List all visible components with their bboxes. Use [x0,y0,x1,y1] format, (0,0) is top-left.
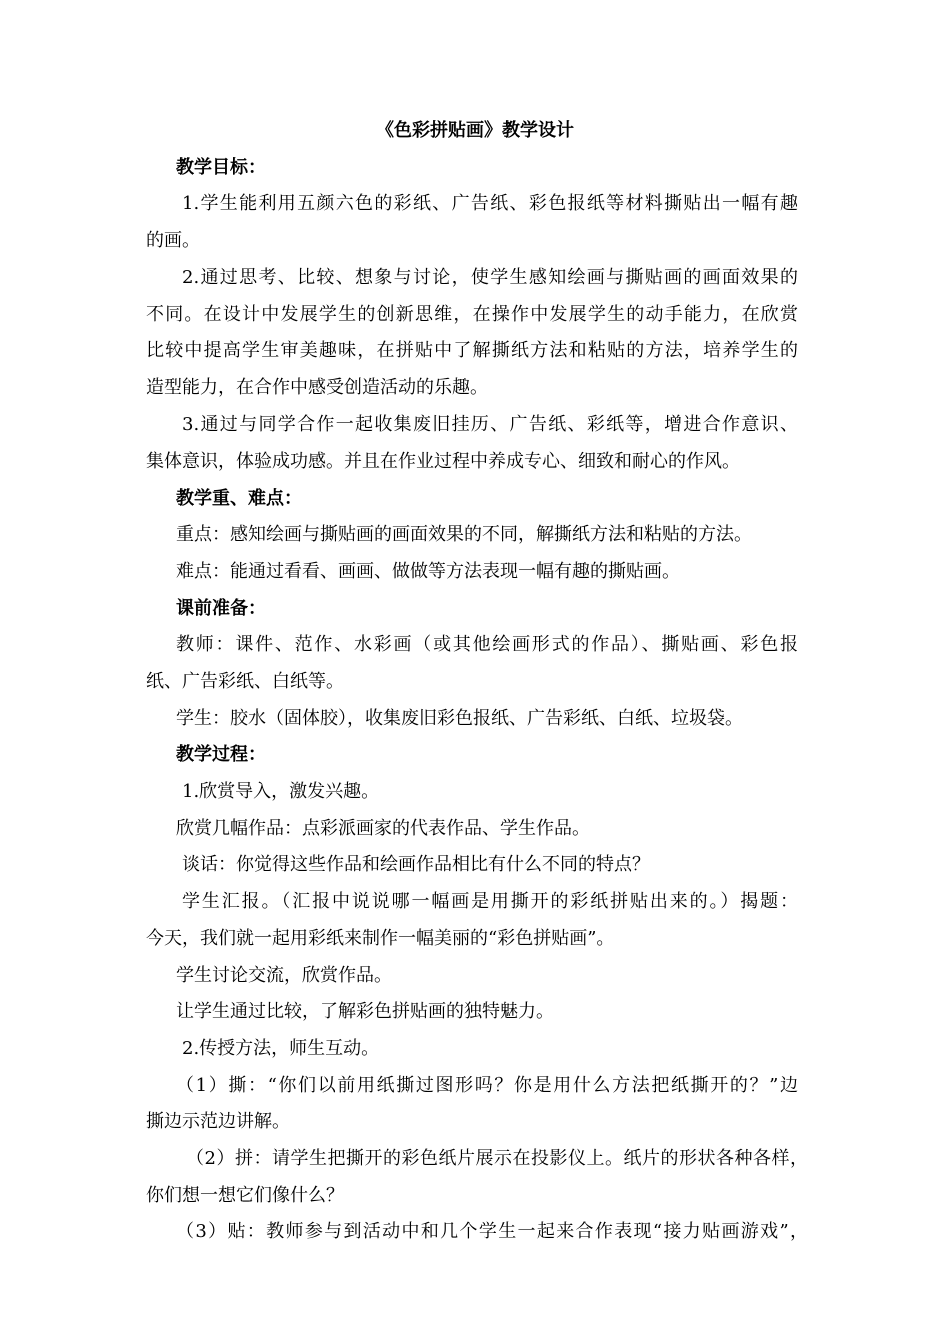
step-2-paste-line-1: （3）贴：教师参与到活动中和几个学生一起来合作表现“接力贴画游戏”， [176,1221,808,1242]
goal-2-line-3: 比较中提高学生审美趣味，在拼贴中了解撕纸方法和粘贴的方法，培养学生的 [146,340,798,361]
step-2-title: 2.传授方法，师生互动。 [182,1038,380,1059]
goal-2-line-2: 不同。在设计中发展学生的创新思维，在操作中发展学生的动手能力，在欣赏 [146,304,798,325]
goal-3-line-2: 集体意识，体验成功感。并且在作业过程中养成专心、细致和耐心的作风。 [146,451,740,472]
step-2-tear-line-1: （1）撕：“你们以前用纸撕过图形吗？你是用什么方法把纸撕开的？”边 [176,1075,798,1096]
step-2-arrange-line-2: 你们想一想它们像什么？ [146,1185,344,1206]
goal-1-line-2: 的画。 [146,230,200,251]
goals-heading: 教学目标： [176,157,266,178]
step-2-tear-line-2: 撕边示范边讲解。 [146,1111,290,1132]
step-1-report-line-1: 学生汇报。（汇报中说说哪一幅画是用撕开的彩纸拼贴出来的。）揭题： [182,891,798,912]
goal-2-line-1: 2.通过思考、比较、想象与讨论，使学生感知绘画与撕贴画的画面效果的 [182,267,798,288]
step-1-talk: 谈话：你觉得这些作品和绘画作品相比有什么不同的特点？ [182,854,650,875]
prep-teacher-line-2: 纸、广告彩纸、白纸等。 [146,671,344,692]
key-point: 重点：感知绘画与撕贴画的画面效果的不同，解撕纸方法和粘贴的方法。 [176,524,752,545]
step-1-report-line-2: 今天，我们就一起用彩纸来制作一幅美丽的“彩色拼贴画”。 [146,928,615,949]
prep-student: 学生：胶水（固体胶），收集废旧彩色报纸、广告彩纸、白纸、垃圾袋。 [176,708,743,729]
step-2-arrange-line-1: （2）拼：请学生把撕开的彩色纸片展示在投影仪上。纸片的形状各种各样， [186,1148,808,1169]
page-title: 《色彩拼贴画》教学设计 [376,120,574,141]
goal-1-line-1: 1.学生能利用五颜六色的彩纸、广告纸、彩色报纸等材料撕贴出一幅有趣 [182,193,798,214]
step-1-title: 1.欣赏导入，激发兴趣。 [182,781,380,802]
key-points-heading: 教学重、难点： [176,488,302,509]
prep-teacher-line-1: 教师：课件、范作、水彩画（或其他绘画形式的作品）、撕贴画、彩色报 [176,634,798,655]
step-1-appreciate: 欣赏几幅作品：点彩派画家的代表作品、学生作品。 [176,818,590,839]
step-1-compare: 让学生通过比较，了解彩色拼贴画的独特魅力。 [176,1001,554,1022]
difficulty-point: 难点：能通过看看、画画、做做等方法表现一幅有趣的撕贴画。 [176,561,680,582]
goal-2-line-4: 造型能力，在合作中感受创造活动的乐趣。 [146,377,488,398]
goal-3-line-1: 3.通过与同学合作一起收集废旧挂历、广告纸、彩纸等，增进合作意识、 [182,414,798,435]
step-1-discuss: 学生讨论交流，欣赏作品。 [176,965,392,986]
process-heading: 教学过程： [176,744,266,765]
preparation-heading: 课前准备： [176,598,266,619]
